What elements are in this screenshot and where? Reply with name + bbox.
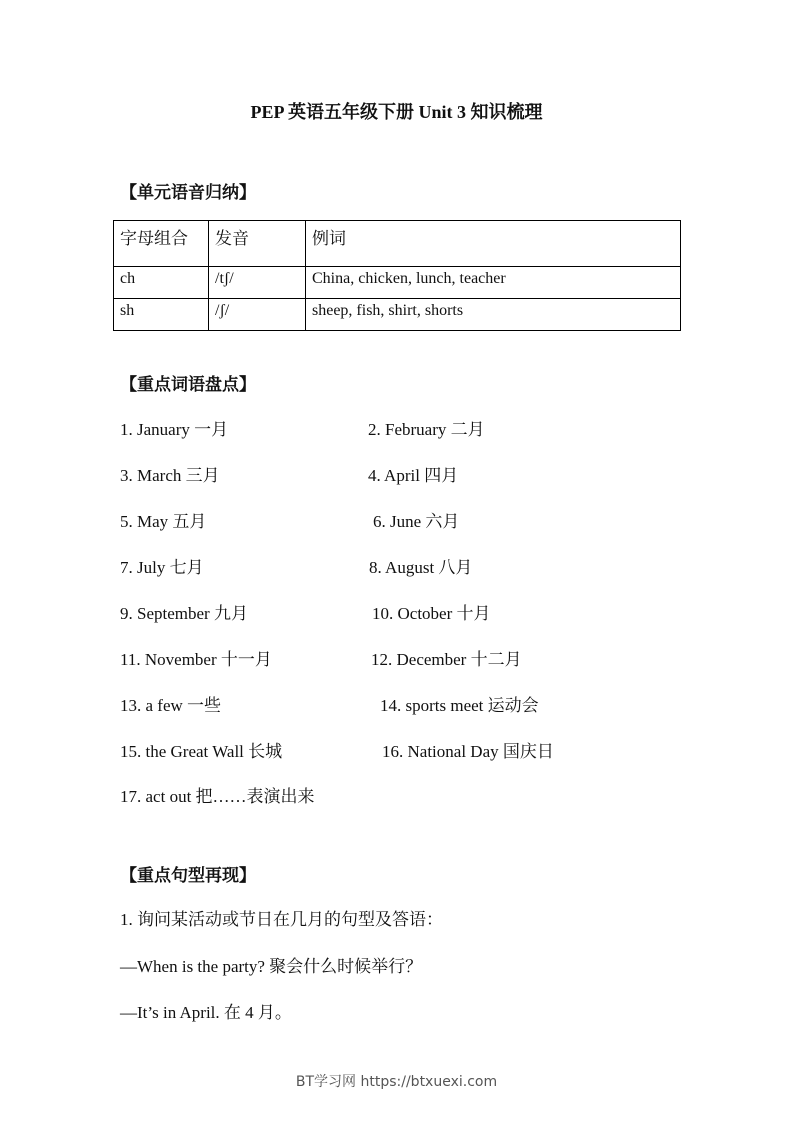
header-cell: 发音: [209, 221, 306, 267]
vocab-item: 13. a few 一些: [120, 696, 222, 715]
vocab-item: 14. sports meet 运动会: [380, 696, 539, 715]
vocab-item: 16. National Day 国庆日: [382, 742, 554, 761]
table-cell: ch: [114, 267, 209, 299]
table-cell: /tʃ/: [209, 267, 306, 299]
section-heading-vocab: 【重点词语盘点】: [120, 375, 256, 395]
vocab-item: 2. February 二月: [368, 420, 485, 439]
vocab-item: 17. act out 把……表演出来: [120, 787, 315, 806]
vocab-item: 1. January 一月: [120, 420, 229, 439]
section-heading-sentences: 【重点句型再现】: [120, 866, 256, 886]
table-row: [114, 267, 681, 299]
header-cell: 字母组合: [114, 221, 209, 267]
sentence-answer: —It’s in April. 在 4 月。: [120, 1003, 292, 1022]
vocab-item: 12. December 十二月: [371, 650, 522, 669]
table-cell: /ʃ/: [209, 299, 306, 331]
table-header-row: [114, 221, 681, 267]
sentence-pattern-title: 1. 询问某活动或节日在几月的句型及答语：: [120, 910, 443, 929]
vocab-item: 11. November 十一月: [120, 650, 272, 669]
vocab-item: 4. April 四月: [368, 466, 459, 485]
table-cell: sheep, fish, shirt, shorts: [306, 299, 681, 331]
vocab-item: 5. May 五月: [120, 512, 207, 531]
vocab-item: 6. June 六月: [373, 512, 460, 531]
table-cell: China, chicken, lunch, teacher: [306, 267, 681, 299]
table-cell: sh: [114, 299, 209, 331]
vocab-item: 10. October 十月: [372, 604, 491, 623]
table-row: [114, 299, 681, 331]
page-title: PEP 英语五年级下册 Unit 3 知识梳理: [250, 102, 543, 122]
vocab-item: 3. March 三月: [120, 466, 220, 485]
vocab-item: 9. September 九月: [120, 604, 248, 623]
sentence-question: —When is the party? 聚会什么时候举行？: [120, 957, 423, 976]
footer-watermark: BT学习网 https://btxuexi.com: [295, 1074, 498, 1090]
section-heading-phonics: 【单元语音归纳】: [120, 183, 256, 203]
vocab-item: 8. August 八月: [369, 558, 473, 577]
header-cell: 例词: [306, 221, 681, 267]
vocab-item: 7. July 七月: [120, 558, 204, 577]
phonics-table: [113, 220, 681, 331]
vocab-item: 15. the Great Wall 长城: [120, 742, 283, 761]
